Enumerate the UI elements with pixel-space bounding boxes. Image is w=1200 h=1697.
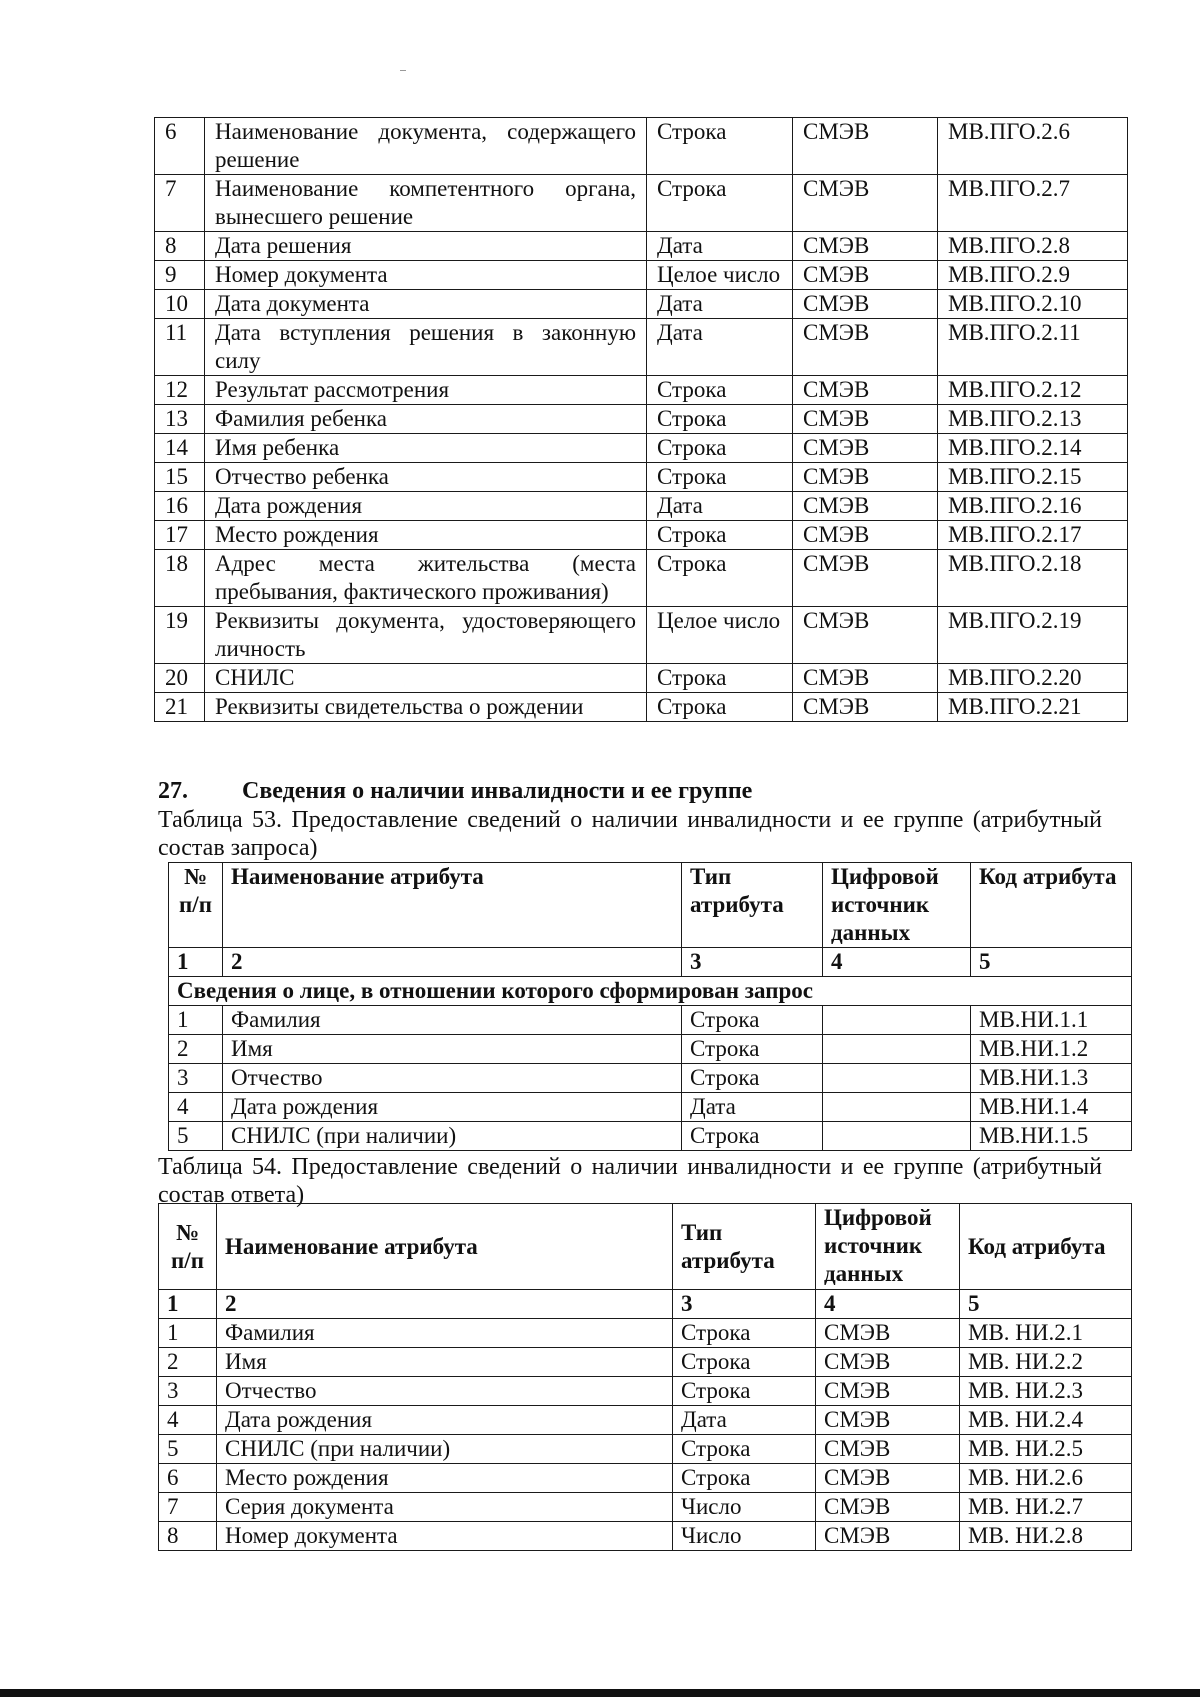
section-heading — [158, 778, 752, 805]
attribute-type: Строка — [673, 1348, 816, 1377]
attribute-type: Строка — [647, 550, 793, 607]
attribute-name: Дата рождения — [205, 492, 647, 521]
attribute-name: Фамилия ребенка — [205, 405, 647, 434]
attribute-type: Строка — [647, 521, 793, 550]
attribute-code: МВ.ПГО.2.15 — [938, 463, 1128, 492]
data-source: СМЭВ — [793, 492, 938, 521]
table-row — [155, 319, 1128, 376]
attribute-type: Дата — [647, 492, 793, 521]
data-source: СМЭВ — [793, 550, 938, 607]
attribute-type: Строка — [647, 693, 793, 722]
attribute-type: Строка — [682, 1064, 823, 1093]
attribute-type: Строка — [647, 405, 793, 434]
data-source — [823, 1122, 971, 1151]
attribute-code: МВ. НИ.2.8 — [960, 1522, 1132, 1551]
attribute-code: МВ. НИ.2.1 — [960, 1319, 1132, 1348]
table-row — [159, 1319, 1132, 1348]
attribute-code: МВ.ПГО.2.19 — [938, 607, 1128, 664]
attribute-type: Строка — [647, 463, 793, 492]
row-number: 19 — [155, 607, 205, 664]
row-number: 4 — [169, 1093, 223, 1122]
attribute-name: Место рождения — [205, 521, 647, 550]
row-number: 6 — [159, 1464, 217, 1493]
table-row — [155, 550, 1128, 607]
data-source: СМЭВ — [793, 434, 938, 463]
table-53-body — [169, 948, 1132, 1151]
attribute-type: Дата — [673, 1406, 816, 1435]
attribute-code: МВ.ПГО.2.6 — [938, 118, 1128, 175]
attribute-name: Фамилия — [217, 1319, 673, 1348]
attribute-code: МВ. НИ.2.5 — [960, 1435, 1132, 1464]
attribute-type: Строка — [673, 1377, 816, 1406]
attribute-code: МВ.ПГО.2.12 — [938, 376, 1128, 405]
attribute-type: Дата — [647, 319, 793, 376]
data-source: СМЭВ — [816, 1464, 960, 1493]
table-row — [159, 1377, 1132, 1406]
attribute-code: МВ.ПГО.2.9 — [938, 261, 1128, 290]
attribute-name: Место рождения — [217, 1464, 673, 1493]
attribute-type: Строка — [682, 1035, 823, 1064]
attribute-code: МВ.ПГО.2.20 — [938, 664, 1128, 693]
attribute-name: Отчество — [223, 1064, 682, 1093]
attribute-type: Строка — [647, 376, 793, 405]
attribute-code: МВ.НИ.1.1 — [971, 1006, 1132, 1035]
attribute-name: Фамилия — [223, 1006, 682, 1035]
table-row — [155, 463, 1128, 492]
attribute-name: Отчество — [217, 1377, 673, 1406]
row-number: 10 — [155, 290, 205, 319]
attribute-type: Дата — [647, 290, 793, 319]
header-data-source: Цифровой источник данных — [816, 1204, 960, 1290]
column-number: 4 — [816, 1290, 960, 1319]
attribute-name: Серия документа — [217, 1493, 673, 1522]
row-number: 4 — [159, 1406, 217, 1435]
attribute-code: МВ.ПГО.2.14 — [938, 434, 1128, 463]
data-source: СМЭВ — [793, 693, 938, 722]
attribute-name: Реквизиты документа, удостоверяющего личность — [205, 607, 647, 664]
table-53 — [168, 862, 1132, 1151]
header-attribute-name: Наименование атрибута — [223, 863, 682, 948]
header-data-source: Цифровой источник данных — [823, 863, 971, 948]
attribute-name: Дата документа — [205, 290, 647, 319]
header-attribute-code: Код атрибута — [971, 863, 1132, 948]
attribute-code: МВ.ПГО.2.13 — [938, 405, 1128, 434]
column-number: 2 — [217, 1290, 673, 1319]
attribute-type: Строка — [673, 1435, 816, 1464]
header-number: № п/п — [159, 1204, 217, 1290]
row-number: 12 — [155, 376, 205, 405]
attribute-name: СНИЛС (при наличии) — [217, 1435, 673, 1464]
data-source: СМЭВ — [793, 118, 938, 175]
header-number: № п/п — [169, 863, 223, 948]
table-54-body — [159, 1290, 1132, 1551]
data-source: СМЭВ — [816, 1319, 960, 1348]
page-bottom-edge — [0, 1689, 1200, 1697]
attribute-name: Отчество ребенка — [205, 463, 647, 492]
attribute-name: Дата решения — [205, 232, 647, 261]
header-attribute-type: Тип атрибута — [673, 1204, 816, 1290]
column-number: 3 — [673, 1290, 816, 1319]
table-row — [155, 492, 1128, 521]
table-row — [155, 175, 1128, 232]
table-row — [169, 1064, 1132, 1093]
table-row — [159, 1348, 1132, 1377]
attribute-code: МВ.ПГО.2.11 — [938, 319, 1128, 376]
table-row — [155, 376, 1128, 405]
attribute-code: МВ.НИ.1.2 — [971, 1035, 1132, 1064]
row-number: 18 — [155, 550, 205, 607]
attribute-code: МВ.ПГО.2.16 — [938, 492, 1128, 521]
table-row — [159, 1493, 1132, 1522]
row-number: 21 — [155, 693, 205, 722]
data-source: СМЭВ — [816, 1493, 960, 1522]
header-attribute-name: Наименование атрибута — [217, 1204, 673, 1290]
row-number: 8 — [159, 1522, 217, 1551]
attribute-type: Строка — [682, 1122, 823, 1151]
table-row — [155, 693, 1128, 722]
data-source: СМЭВ — [793, 463, 938, 492]
attribute-code: МВ. НИ.2.4 — [960, 1406, 1132, 1435]
data-source: СМЭВ — [793, 607, 938, 664]
data-source: СМЭВ — [793, 232, 938, 261]
attribute-code: МВ.ПГО.2.8 — [938, 232, 1128, 261]
attribute-code: МВ.НИ.1.4 — [971, 1093, 1132, 1122]
data-source: СМЭВ — [816, 1522, 960, 1551]
data-source: СМЭВ — [793, 405, 938, 434]
attribute-type: Дата — [647, 232, 793, 261]
table-54 — [158, 1203, 1132, 1551]
attribute-name: Реквизиты свидетельства о рождении — [205, 693, 647, 722]
table-53-caption: Таблица 53. Предоставление сведений о наличии инвалидности и ее группе (атрибутный состав запроса) — [158, 807, 1102, 861]
table-row — [155, 232, 1128, 261]
data-source: СМЭВ — [793, 376, 938, 405]
row-number: 20 — [155, 664, 205, 693]
data-source: СМЭВ — [816, 1377, 960, 1406]
attribute-name: Имя — [217, 1348, 673, 1377]
row-number: 5 — [159, 1435, 217, 1464]
row-number: 7 — [159, 1493, 217, 1522]
attribute-type: Целое число — [647, 607, 793, 664]
row-number: 14 — [155, 434, 205, 463]
data-source — [823, 1093, 971, 1122]
attribute-name: Наименование документа, содержащего решение — [205, 118, 647, 175]
row-number: 8 — [155, 232, 205, 261]
table-row — [155, 521, 1128, 550]
row-number: 3 — [159, 1377, 217, 1406]
row-number: 16 — [155, 492, 205, 521]
table-row — [155, 290, 1128, 319]
group-title: Сведения о лице, в отношении которого сформирован запрос — [169, 977, 1132, 1006]
column-number-row — [169, 948, 1132, 977]
attribute-name: Номер документа — [205, 261, 647, 290]
table-row — [159, 1522, 1132, 1551]
column-number: 3 — [682, 948, 823, 977]
data-source: СМЭВ — [793, 175, 938, 232]
section-number: 27. — [158, 778, 188, 804]
row-number: 5 — [169, 1122, 223, 1151]
attribute-name: СНИЛС (при наличии) — [223, 1122, 682, 1151]
attribute-type: Строка — [673, 1319, 816, 1348]
data-source — [823, 1006, 971, 1035]
attribute-name: СНИЛС — [205, 664, 647, 693]
header-attribute-code: Код атрибута — [960, 1204, 1132, 1290]
attribute-name: Имя ребенка — [205, 434, 647, 463]
attribute-code: МВ. НИ.2.2 — [960, 1348, 1132, 1377]
table-row — [155, 261, 1128, 290]
attribute-code: МВ. НИ.2.7 — [960, 1493, 1132, 1522]
table-row — [155, 664, 1128, 693]
column-number-row — [159, 1290, 1132, 1319]
attribute-name: Дата вступления решения в законную силу — [205, 319, 647, 376]
attribute-name: Имя — [223, 1035, 682, 1064]
attribute-type: Строка — [682, 1006, 823, 1035]
table-row — [169, 1006, 1132, 1035]
attribute-type: Строка — [647, 434, 793, 463]
attribute-table-continued — [154, 117, 1128, 722]
attribute-code: МВ.ПГО.2.21 — [938, 693, 1128, 722]
attribute-code: МВ.ПГО.2.7 — [938, 175, 1128, 232]
attribute-name: Номер документа — [217, 1522, 673, 1551]
attribute-name: Адрес места жительства (места пребывания, фактического проживания) — [205, 550, 647, 607]
row-number: 2 — [159, 1348, 217, 1377]
data-source: СМЭВ — [793, 521, 938, 550]
data-source: СМЭВ — [793, 319, 938, 376]
row-number: 6 — [155, 118, 205, 175]
row-number: 9 — [155, 261, 205, 290]
attribute-code: МВ.НИ.1.5 — [971, 1122, 1132, 1151]
row-number: 2 — [169, 1035, 223, 1064]
row-number: 1 — [169, 1006, 223, 1035]
attribute-type: Строка — [673, 1464, 816, 1493]
attribute-name: Результат рассмотрения — [205, 376, 647, 405]
row-number: 15 — [155, 463, 205, 492]
section-title: Сведения о наличии инвалидности и ее группе — [242, 778, 753, 804]
attribute-code: МВ.ПГО.2.10 — [938, 290, 1128, 319]
table-row — [159, 1406, 1132, 1435]
table-row — [155, 607, 1128, 664]
data-source — [823, 1035, 971, 1064]
attribute-code: МВ. НИ.2.6 — [960, 1464, 1132, 1493]
group-row — [169, 977, 1132, 1006]
row-number: 1 — [159, 1319, 217, 1348]
attribute-type: Число — [673, 1493, 816, 1522]
attribute-name: Наименование компетентного органа, вынесшего решение — [205, 175, 647, 232]
column-number: 5 — [960, 1290, 1132, 1319]
table-row — [155, 405, 1128, 434]
data-source: СМЭВ — [793, 261, 938, 290]
attribute-type: Число — [673, 1522, 816, 1551]
column-number: 2 — [223, 948, 682, 977]
table-row — [159, 1464, 1132, 1493]
column-number: 1 — [169, 948, 223, 977]
data-source: СМЭВ — [816, 1348, 960, 1377]
column-number: 4 — [823, 948, 971, 977]
attribute-type: Строка — [647, 118, 793, 175]
table-row — [155, 434, 1128, 463]
table-row — [155, 118, 1128, 175]
attribute-code: МВ.ПГО.2.18 — [938, 550, 1128, 607]
scan-mark — [400, 70, 406, 71]
table-row — [159, 1435, 1132, 1464]
attribute-code: МВ. НИ.2.3 — [960, 1377, 1132, 1406]
column-number: 1 — [159, 1290, 217, 1319]
header-attribute-type: Тип атрибута — [682, 863, 823, 948]
attribute-table-continued-body — [155, 118, 1128, 722]
data-source: СМЭВ — [816, 1435, 960, 1464]
attribute-type: Строка — [647, 664, 793, 693]
attribute-code: МВ.НИ.1.3 — [971, 1064, 1132, 1093]
attribute-code: МВ.ПГО.2.17 — [938, 521, 1128, 550]
data-source: СМЭВ — [793, 290, 938, 319]
attribute-type: Дата — [682, 1093, 823, 1122]
row-number: 11 — [155, 319, 205, 376]
data-source: СМЭВ — [793, 664, 938, 693]
column-number: 5 — [971, 948, 1132, 977]
row-number: 13 — [155, 405, 205, 434]
row-number: 7 — [155, 175, 205, 232]
table-row — [169, 1035, 1132, 1064]
attribute-type: Строка — [647, 175, 793, 232]
attribute-name: Дата рождения — [223, 1093, 682, 1122]
table-54-caption: Таблица 54. Предоставление сведений о наличии инвалидности и ее группе (атрибутный состав ответа) — [158, 1154, 1102, 1208]
table-row — [169, 1093, 1132, 1122]
attribute-type: Целое число — [647, 261, 793, 290]
table-row — [169, 1122, 1132, 1151]
row-number: 17 — [155, 521, 205, 550]
attribute-name: Дата рождения — [217, 1406, 673, 1435]
data-source: СМЭВ — [816, 1406, 960, 1435]
data-source — [823, 1064, 971, 1093]
row-number: 3 — [169, 1064, 223, 1093]
